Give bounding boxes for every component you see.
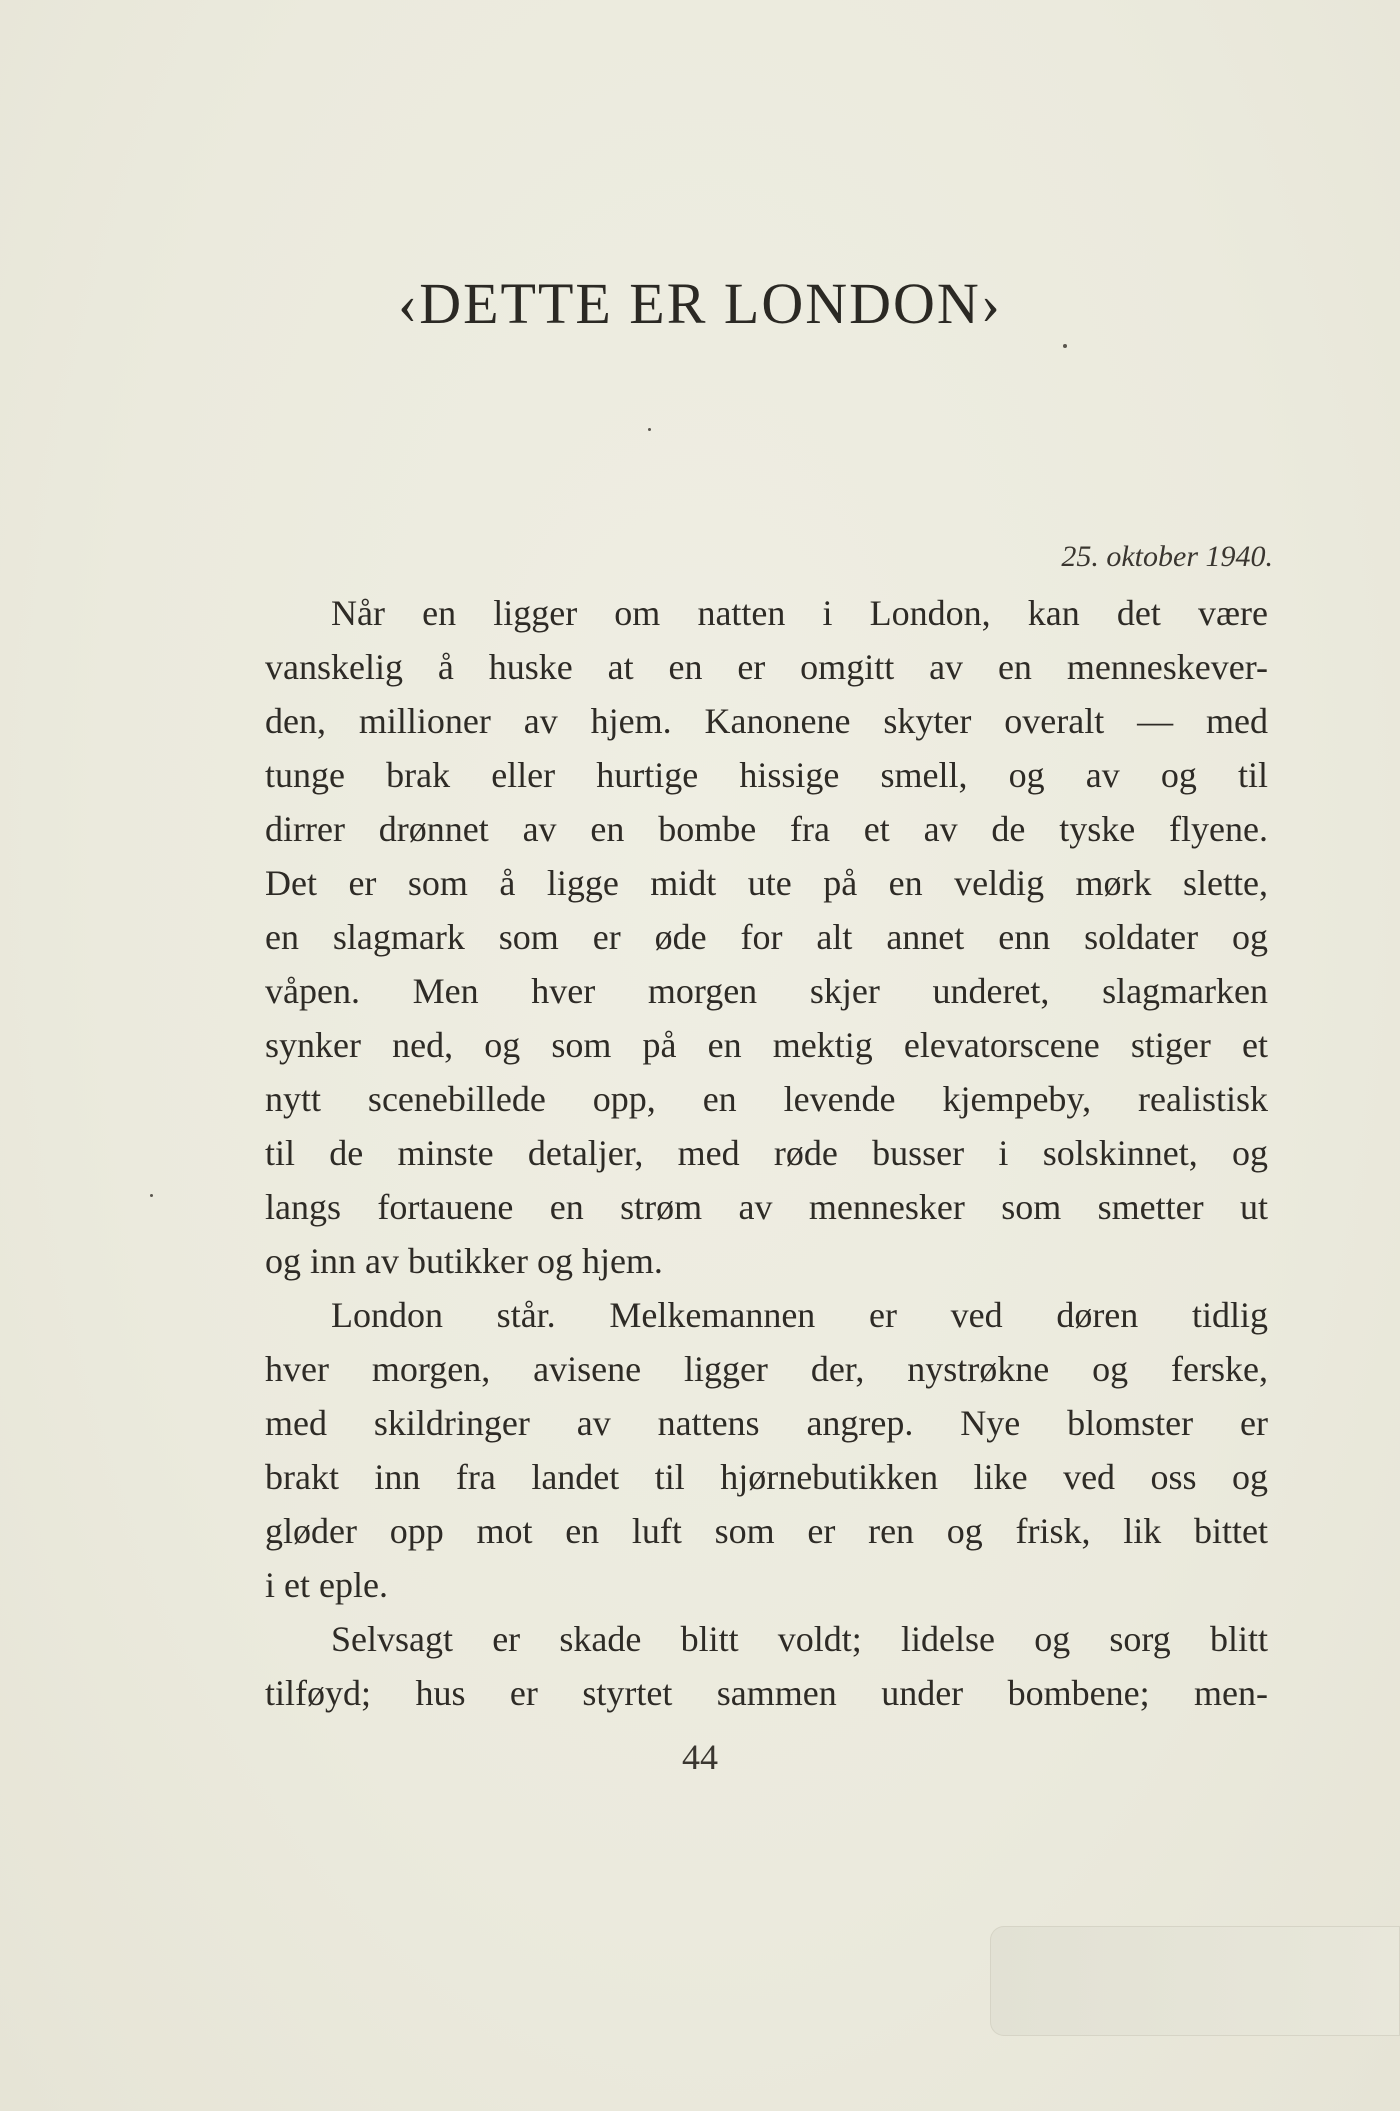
text-line: London står. Melkemannen er ved døren tidlig [331,1295,1268,1335]
text-line: med skildringer av nattens angrep. Nye blomster er [265,1403,1268,1443]
text-line: tunge brak eller hurtige hissige smell, og av og til [265,755,1268,795]
text-line: den, millioner av hjem. Kanonene skyter overalt — med [265,701,1268,741]
text-line: synker ned, og som på en mektig elevatorscene stiger et [265,1025,1268,1065]
text-line: brakt inn fra landet til hjørnebutikken like ved oss og [265,1457,1268,1497]
text-line: en slagmark som er øde for alt annet enn soldater og [265,917,1268,957]
text-line: langs fortauene en strøm av mennesker som smetter ut [265,1187,1268,1227]
text-line: Når en ligger om natten i London, kan det være [331,593,1268,633]
text-line: gløder opp mot en luft som er ren og frisk, lik bittet [265,1511,1268,1551]
text-line: til de minste detaljer, med røde busser i solskinnet, og [265,1133,1268,1173]
paper-speck [648,428,651,431]
body-text [265,586,1268,1720]
text-line: vanskelig å huske at en er omgitt av en menneskever- [265,647,1268,687]
chapter-title: ‹DETTE ER LONDON› [397,271,1003,336]
paper-speck [1063,344,1067,348]
dateline: 25. oktober 1940. [1061,540,1273,573]
text-line: tilføyd; hus er styrtet sammen under bombene; men- [265,1673,1268,1713]
text-line: nytt scenebillede opp, en levende kjempeby, realistisk [265,1079,1268,1119]
paper-speck [150,1194,153,1197]
text-line: Selvsagt er skade blitt voldt; lidelse og sorg blitt [331,1619,1268,1659]
page-edge [990,1926,1400,2036]
text-line: og inn av butikker og hjem. [265,1241,663,1281]
page-number: 44 [682,1737,718,1777]
text-line: hver morgen, avisene ligger der, nystrøkne og ferske, [265,1349,1268,1389]
text-line: i et eple. [265,1565,388,1605]
text-line: Det er som å ligge midt ute på en veldig mørk slette, [265,863,1268,903]
text-line: våpen. Men hver morgen skjer underet, slagmarken [265,971,1268,1011]
text-line: dirrer drønnet av en bombe fra et av de tyske flyene. [265,809,1268,849]
